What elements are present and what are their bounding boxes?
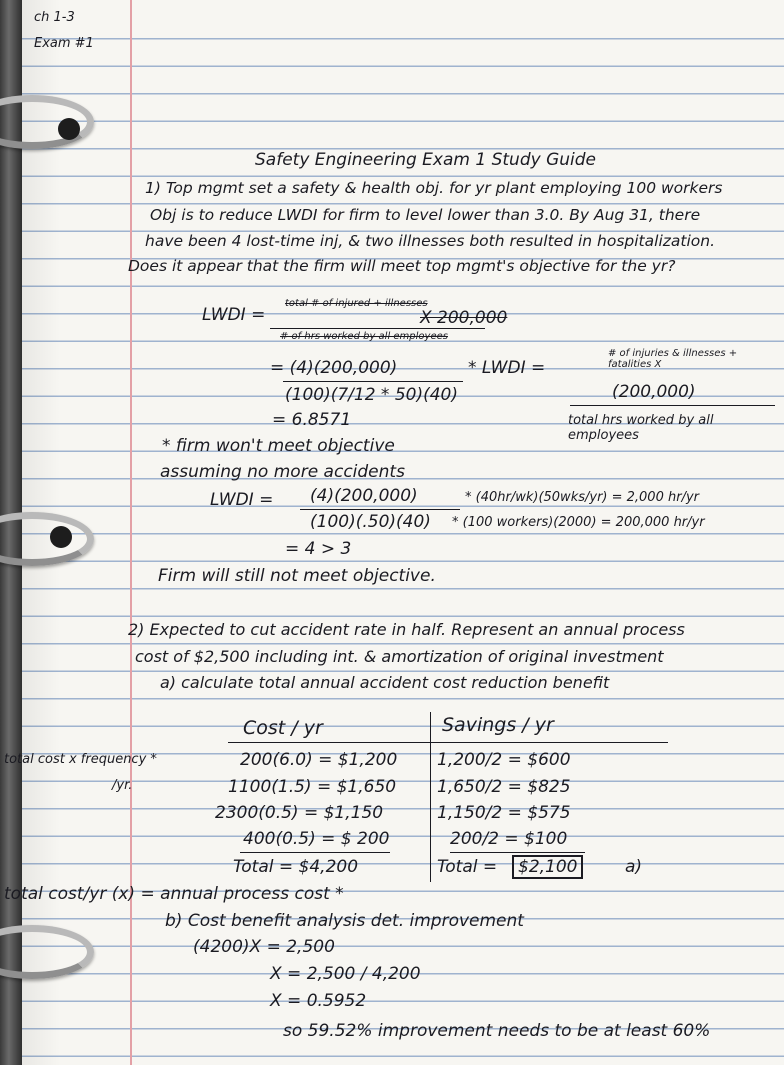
side-definition-label: * LWDI = — [468, 358, 546, 378]
calc2-result: = 4 > 3 — [285, 539, 352, 559]
formula-multiplier: X 200,000 — [420, 308, 508, 328]
margin-line — [130, 0, 132, 1065]
part-b-step: X = 0.5952 — [270, 991, 367, 1011]
calc-denominator: (100)(7/12 * 50)(40) — [285, 385, 458, 405]
lwdi-label: LWDI = — [202, 305, 266, 325]
page-title: Safety Engineering Exam 1 Study Guide — [255, 150, 596, 170]
conclusion-2: Firm will still not meet objective. — [158, 566, 436, 586]
part-a-label: a) calculate total annual accident cost reduction benefit — [160, 673, 610, 692]
table-divider — [430, 712, 431, 882]
problem2-line: 2) Expected to cut accident rate in half. Represent an annual process — [128, 620, 685, 639]
left-note: total cost x frequency * — [4, 752, 157, 767]
part-b-label: b) Cost benefit analysis det. improvement — [165, 911, 524, 931]
sum-rule — [450, 852, 585, 853]
savings-row: 200/2 = $100 — [450, 829, 568, 849]
sum-rule — [240, 852, 390, 853]
savings-row: 1,650/2 = $825 — [437, 777, 571, 797]
part-b-step: (4200)X = 2,500 — [193, 937, 335, 957]
conclusion-1: * firm won't meet objective — [162, 436, 395, 456]
answer-tag: a) — [625, 857, 643, 877]
problem1-line: Does it appear that the firm will meet top mgmt's objective for the yr? — [128, 257, 676, 275]
fraction-bar — [283, 381, 463, 382]
table-header-savings: Savings / yr — [442, 714, 554, 736]
calc2-numerator: (4)(200,000) — [310, 486, 418, 506]
part-b-step: X = 2,500 / 4,200 — [270, 964, 421, 984]
table-header-rule — [228, 742, 668, 743]
punch-hole — [58, 118, 80, 140]
problem1-line: 1) Top mgmt set a safety & health obj. for yr plant employing 100 workers — [145, 179, 723, 197]
calc-numerator: = (4)(200,000) — [270, 358, 398, 378]
fraction-bar — [570, 405, 775, 406]
cost-row: 200(6.0) = $1,200 — [240, 750, 398, 770]
punch-hole — [50, 526, 72, 548]
cost-row: 400(0.5) = $ 200 — [243, 829, 390, 849]
formula-denominator-note: # of hrs worked by all employees — [280, 331, 448, 342]
side-definition-multiplier: (200,000) — [612, 382, 696, 402]
cost-row: 2300(0.5) = $1,150 — [215, 803, 384, 823]
annual-cost-note: total cost/yr (x) = annual process cost * — [4, 884, 344, 904]
savings-row: 1,150/2 = $575 — [437, 803, 571, 823]
calc2-denominator: (100)(.50)(40) — [310, 512, 431, 532]
fraction-bar — [300, 509, 460, 510]
table-header-cost: Cost / yr — [243, 717, 323, 739]
calc2-side-note: * (40hr/wk)(50wks/yr) = 2,000 hr/yr — [465, 490, 699, 505]
binder-ring — [0, 512, 94, 566]
exam-note: Exam #1 — [34, 36, 94, 51]
side-definition-numerator: # of injuries & illnesses + fatalities X — [608, 348, 738, 370]
lwdi-label-2: LWDI = — [210, 490, 274, 510]
chapter-note: ch 1-3 — [34, 10, 75, 25]
assumption-note: assuming no more accidents — [160, 462, 405, 482]
problem1-line: Obj is to reduce LWDI for firm to level lower than 3.0. By Aug 31, there — [150, 206, 701, 224]
savings-total-value: $2,100 — [512, 855, 583, 879]
savings-row: 1,200/2 = $600 — [437, 750, 571, 770]
formula-numerator-note: total # of injured + illnesses — [285, 298, 428, 309]
problem1-line: have been 4 lost-time inj, & two illnesses both resulted in hospitalization. — [145, 232, 715, 250]
calc-result: = 6.8571 — [272, 410, 352, 430]
cost-total: Total = $4,200 — [233, 857, 359, 877]
part-b-conclusion: so 59.52% improvement needs to be at least 60% — [283, 1021, 711, 1041]
calc2-side-note: * (100 workers)(2000) = 200,000 hr/yr — [452, 515, 705, 530]
problem2-line: cost of $2,500 including int. & amortization of original investment — [135, 647, 664, 666]
left-note: /yr. — [112, 778, 133, 793]
cost-row: 1100(1.5) = $1,650 — [228, 777, 397, 797]
binder-ring — [0, 95, 94, 149]
fraction-bar — [270, 328, 485, 329]
side-definition-denominator: total hrs worked by all employees — [568, 413, 714, 443]
savings-total-label: Total = — [437, 857, 498, 877]
binder-ring — [0, 925, 94, 979]
